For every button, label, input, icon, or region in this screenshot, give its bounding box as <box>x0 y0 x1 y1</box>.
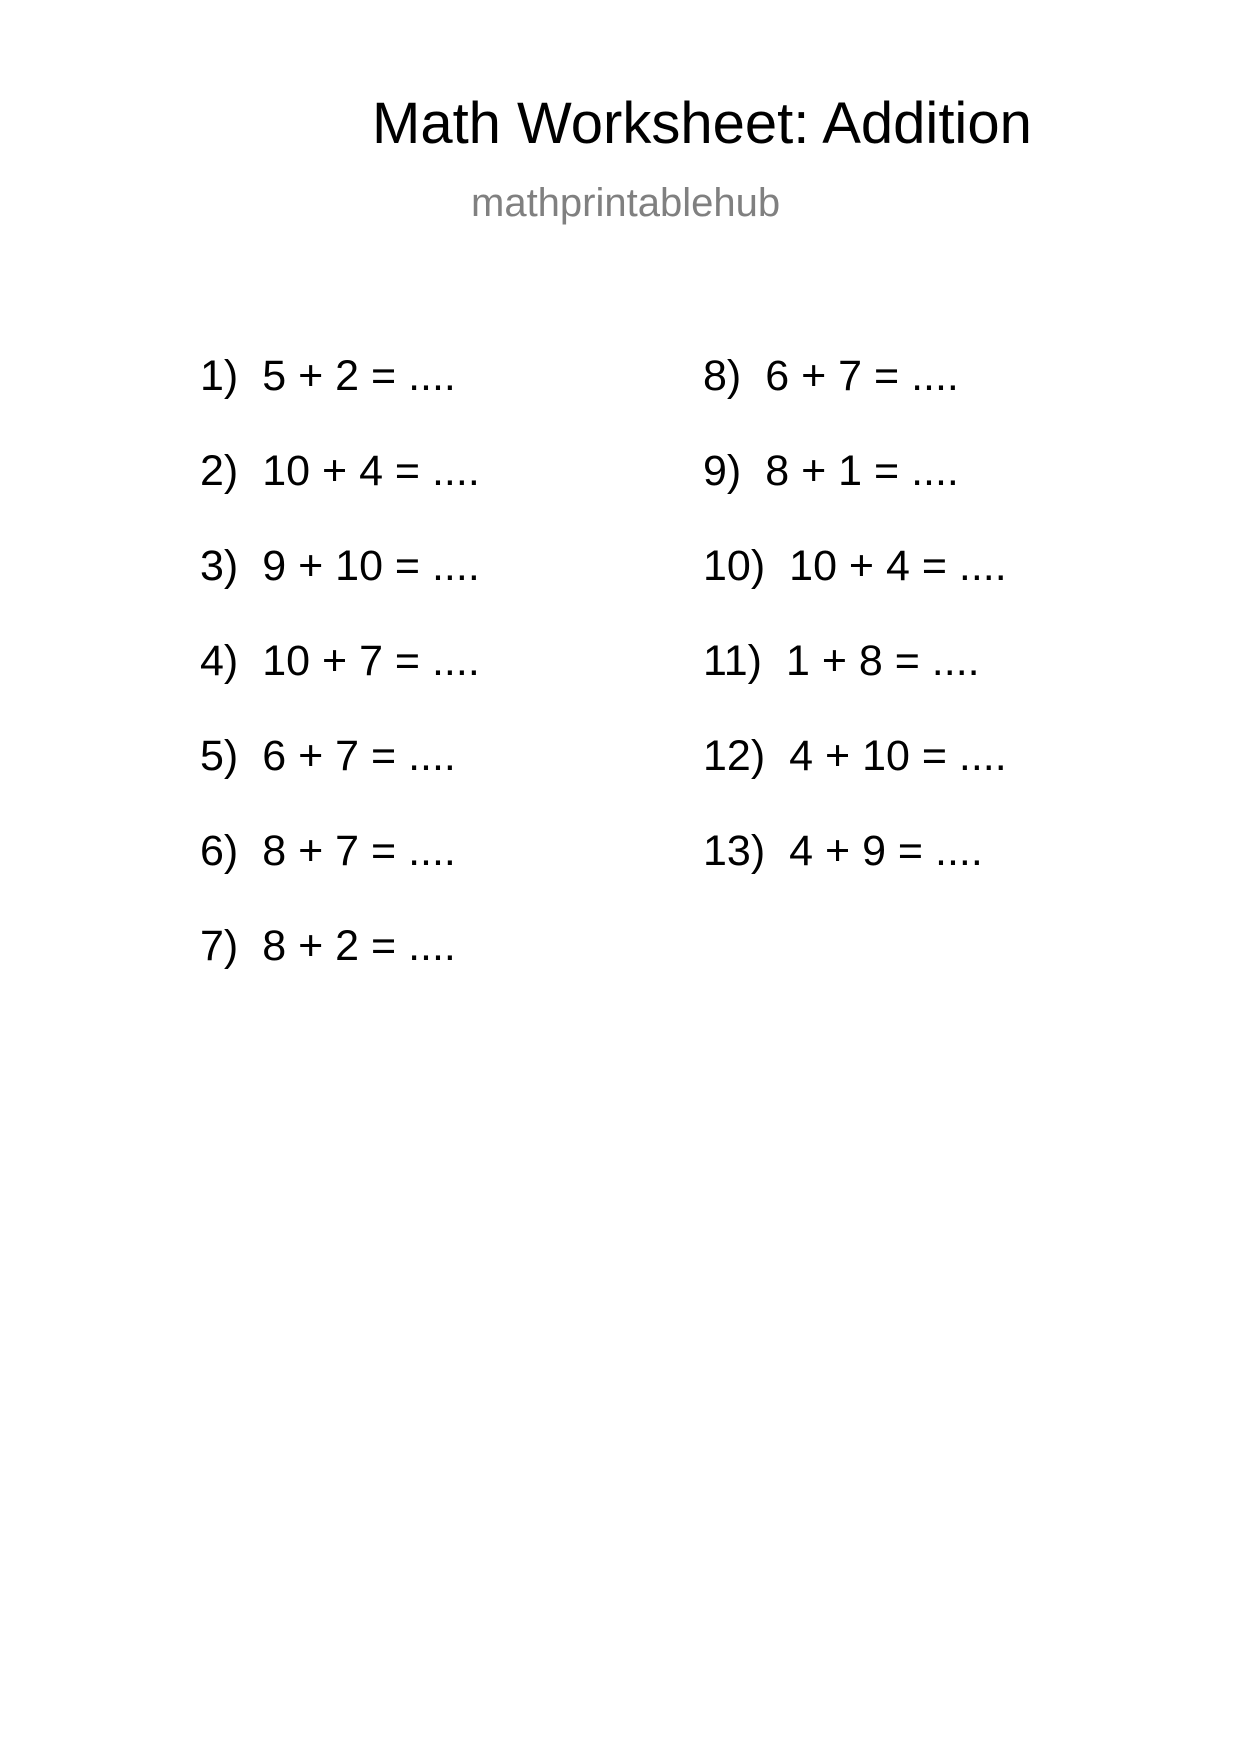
worksheet-source: mathprintablehub <box>471 181 781 225</box>
problem-item <box>200 732 480 827</box>
problem-number: 13) <box>703 827 766 875</box>
problem-expression: 10 + 4 = .... <box>789 542 1007 590</box>
problem-expression: 1 + 8 = .... <box>785 637 980 685</box>
problem-number: 12) <box>703 732 766 780</box>
problem-item <box>200 447 480 542</box>
problem-expression: 8 + 2 = .... <box>262 922 456 970</box>
problem-item <box>200 922 480 1017</box>
problem-item <box>703 827 1007 922</box>
problem-expression: 10 + 7 = .... <box>262 637 480 685</box>
problem-expression: 4 + 10 = .... <box>789 732 1007 780</box>
problem-expression: 10 + 4 = .... <box>262 447 480 495</box>
problem-number: 10) <box>703 542 766 590</box>
problem-number: 7) <box>200 922 239 970</box>
problem-item <box>703 352 1007 447</box>
problem-expression: 6 + 7 = .... <box>765 352 959 400</box>
problem-item <box>703 732 1007 827</box>
worksheet-title: Math Worksheet: Addition <box>372 91 1032 156</box>
problems-column-left <box>200 352 480 1017</box>
problem-number: 11) <box>703 637 762 685</box>
problem-number: 5) <box>200 732 239 780</box>
problem-number: 3) <box>200 542 239 590</box>
problem-expression: 8 + 7 = .... <box>262 827 456 875</box>
problem-expression: 9 + 10 = .... <box>262 542 480 590</box>
problem-item <box>200 352 480 447</box>
problem-number: 9) <box>703 447 742 495</box>
problem-expression: 5 + 2 = .... <box>262 352 456 400</box>
problem-item <box>200 827 480 922</box>
problem-number: 6) <box>200 827 239 875</box>
problem-expression: 4 + 9 = .... <box>789 827 983 875</box>
problem-number: 4) <box>200 637 239 685</box>
problem-number: 2) <box>200 447 239 495</box>
problems-column-right <box>703 352 1007 922</box>
problem-item <box>703 637 1007 732</box>
problem-item <box>703 542 1007 637</box>
problem-expression: 6 + 7 = .... <box>262 732 456 780</box>
problem-item <box>703 447 1007 542</box>
problem-item <box>200 542 480 637</box>
problem-item <box>200 637 480 732</box>
problem-number: 1) <box>200 352 239 400</box>
problem-number: 8) <box>703 352 742 400</box>
problem-expression: 8 + 1 = .... <box>765 447 959 495</box>
